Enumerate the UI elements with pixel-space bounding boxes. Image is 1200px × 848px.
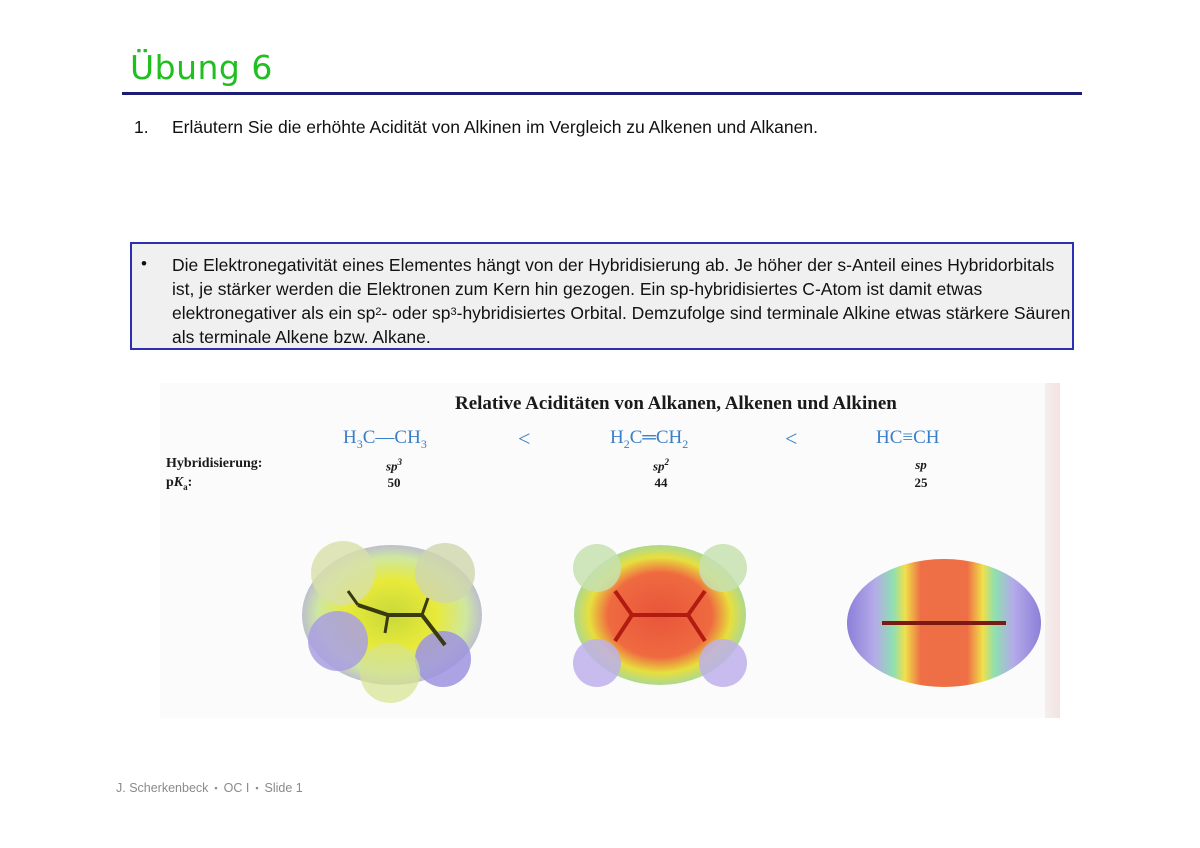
footer-separator-1: ▪ <box>214 783 218 793</box>
pka-ethene: 44 <box>654 475 668 490</box>
formula-ethane: $H_3C—CH_3$ <box>343 427 427 451</box>
hyb-ethene: $sp^2$ <box>652 457 670 474</box>
formula-ethene: $H_2C═CH_2$ <box>610 427 689 451</box>
hyb-ethane: $sp^3$ <box>385 457 403 474</box>
formula-ethyne: HC≡CH <box>876 427 940 448</box>
answer-box <box>130 242 1074 350</box>
hyb-ethyne: sp <box>915 457 927 472</box>
question-text: Erläutern Sie die erhöhte Acidität von Alkinen im Vergleich zu Alkenen und Alkanen. <box>172 117 818 137</box>
less-than-1: < <box>518 426 531 451</box>
answer-part-1: Die Elektronegativität eines Elementes hängt von der Hybridisierung ab. Je höher der s-Anteil eines Hybridorbitals ist, je stärker werden die Elektronen zum Kern hin gezogen. Ein sp-hybridisiertes C-Atom ist damit etwas elektronegativer als ein sp <box>172 255 1055 323</box>
footer-author: J. Scherkenbeck <box>116 781 209 795</box>
less-than-2: < <box>785 426 798 451</box>
label-hybridization: Hybridisierung: <box>166 456 263 471</box>
ethyne-map <box>847 559 1041 687</box>
pka-ethane: 50 <box>387 475 401 490</box>
label-pka: $pK_a$: <box>166 475 193 492</box>
title-underline <box>122 92 1082 95</box>
question-number: 1. <box>134 117 149 137</box>
question-1 <box>134 117 818 138</box>
slide-title: Übung 6 <box>130 48 273 87</box>
answer-sup-2: 3 <box>450 306 457 318</box>
potential-maps <box>160 383 1060 718</box>
footer-course: OC I <box>223 781 250 795</box>
answer-part-2: - oder sp <box>381 303 451 323</box>
bullet-icon: • <box>141 254 147 273</box>
ethene-map <box>573 544 747 687</box>
figure-title: Relative Aciditäten von Alkanen, Alkenen und Alkinen <box>455 393 897 414</box>
ethane-map <box>302 541 482 703</box>
footer <box>116 781 303 795</box>
pka-ethyne: 25 <box>914 475 928 490</box>
acidity-figure <box>160 383 1060 718</box>
footer-slide: Slide 1 <box>264 781 303 795</box>
footer-separator-2: ▪ <box>255 783 259 793</box>
answer-part-3: -hybridisiertes Orbital. Demzufolge sind terminale Alkine etwas stärkere Säuren als terminale Alkene bzw. Alkane. <box>172 303 1071 347</box>
answer-text <box>172 253 1072 349</box>
answer-sup-1: 2 <box>375 306 382 318</box>
